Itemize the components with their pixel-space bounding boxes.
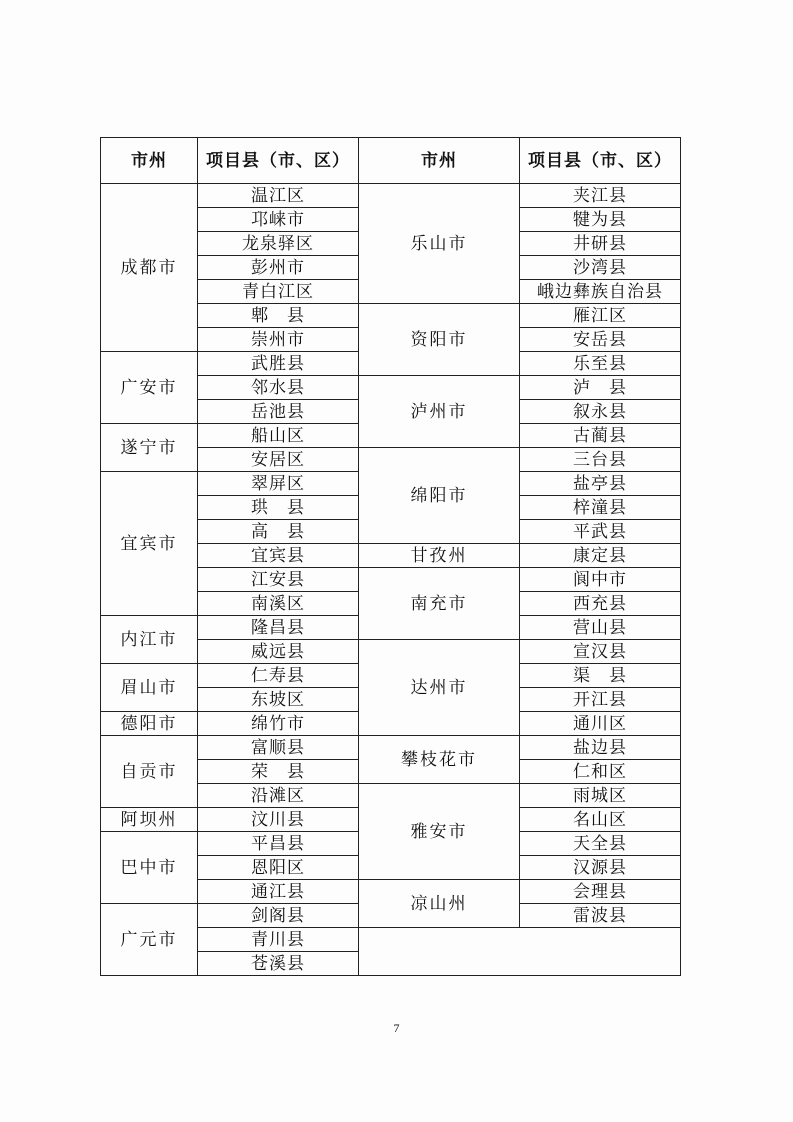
empty-cell [359,928,681,976]
left-county-cell: 南溪区 [198,592,359,616]
right-county-cell: 天全县 [520,832,681,856]
right-county-cell: 三台县 [520,448,681,472]
table-row [101,736,681,760]
header-county-left: 项目县（市、区） [198,138,359,184]
right-county-cell: 雷波县 [520,904,681,928]
right-county-cell: 会理县 [520,880,681,904]
right-city-cell: 泸州市 [359,376,520,448]
left-city-cell: 宜宾市 [101,472,198,616]
left-county-cell: 富顺县 [198,736,359,760]
page-number: 7 [393,1021,400,1035]
header-city-right: 市州 [359,138,520,184]
right-county-cell: 西充县 [520,592,681,616]
right-city-cell: 凉山州 [359,880,520,928]
right-county-cell: 康定县 [520,544,681,568]
left-county-cell: 高 县 [198,520,359,544]
right-city-cell: 绵阳市 [359,448,520,544]
left-county-cell: 威远县 [198,640,359,664]
left-county-cell: 荣 县 [198,760,359,784]
left-county-cell: 剑阁县 [198,904,359,928]
right-county-cell: 泸 县 [520,376,681,400]
right-county-cell: 通川区 [520,712,681,736]
left-county-cell: 邛崃市 [198,208,359,232]
right-city-cell: 达州市 [359,640,520,736]
left-county-cell: 郫 县 [198,304,359,328]
left-county-cell: 通江县 [198,880,359,904]
left-county-cell: 平昌县 [198,832,359,856]
left-city-cell: 广安市 [101,352,198,424]
left-county-cell: 宜宾县 [198,544,359,568]
right-county-cell: 峨边彝族自治县 [520,280,681,304]
right-county-cell: 宣汉县 [520,640,681,664]
right-county-cell: 汉源县 [520,856,681,880]
right-county-cell: 沙湾县 [520,256,681,280]
right-county-cell: 盐亭县 [520,472,681,496]
left-city-cell: 广元市 [101,904,198,976]
right-county-cell: 夹江县 [520,184,681,208]
left-county-cell: 邻水县 [198,376,359,400]
right-county-cell: 名山区 [520,808,681,832]
left-county-cell: 温江区 [198,184,359,208]
right-county-cell: 乐至县 [520,352,681,376]
header-county-right: 项目县（市、区） [520,138,681,184]
left-city-cell: 成都市 [101,184,198,352]
right-city-cell: 资阳市 [359,304,520,376]
left-county-cell: 汶川县 [198,808,359,832]
left-county-cell: 船山区 [198,424,359,448]
left-city-cell: 阿坝州 [101,808,198,832]
right-county-cell: 犍为县 [520,208,681,232]
left-county-cell: 岳池县 [198,400,359,424]
left-county-cell: 仁寿县 [198,664,359,688]
left-county-cell: 苍溪县 [198,952,359,976]
left-county-cell: 江安县 [198,568,359,592]
right-county-cell: 古蔺县 [520,424,681,448]
right-county-cell: 安岳县 [520,328,681,352]
left-county-cell: 彭州市 [198,256,359,280]
right-county-cell: 仁和区 [520,760,681,784]
left-county-cell: 绵竹市 [198,712,359,736]
right-city-cell: 乐山市 [359,184,520,304]
left-county-cell: 恩阳区 [198,856,359,880]
right-county-cell: 雨城区 [520,784,681,808]
header-row [101,138,681,184]
table-body [101,184,681,976]
left-county-cell: 武胜县 [198,352,359,376]
right-city-cell: 攀枝花市 [359,736,520,784]
left-county-cell: 隆昌县 [198,616,359,640]
left-county-cell: 安居区 [198,448,359,472]
right-county-cell: 雁江区 [520,304,681,328]
right-county-cell: 梓潼县 [520,496,681,520]
left-city-cell: 遂宁市 [101,424,198,472]
left-county-cell: 崇州市 [198,328,359,352]
left-city-cell: 自贡市 [101,736,198,808]
left-county-cell: 珙 县 [198,496,359,520]
header-city-left: 市州 [101,138,198,184]
county-project-table [100,137,681,976]
left-city-cell: 德阳市 [101,712,198,736]
right-city-cell: 南充市 [359,568,520,640]
right-county-cell: 盐边县 [520,736,681,760]
right-county-cell: 井研县 [520,232,681,256]
right-county-cell: 阆中市 [520,568,681,592]
left-city-cell: 巴中市 [101,832,198,904]
left-county-cell: 青白江区 [198,280,359,304]
table-row [101,184,681,208]
left-county-cell: 青川县 [198,928,359,952]
right-city-cell: 雅安市 [359,784,520,880]
left-city-cell: 内江市 [101,616,198,664]
left-city-cell: 眉山市 [101,664,198,712]
left-county-cell: 龙泉驿区 [198,232,359,256]
right-county-cell: 开江县 [520,688,681,712]
right-city-cell: 甘孜州 [359,544,520,568]
left-county-cell: 沿滩区 [198,784,359,808]
left-county-cell: 东坡区 [198,688,359,712]
right-county-cell: 渠 县 [520,664,681,688]
left-county-cell: 翠屏区 [198,472,359,496]
right-county-cell: 叙永县 [520,400,681,424]
right-county-cell: 平武县 [520,520,681,544]
right-county-cell: 营山县 [520,616,681,640]
